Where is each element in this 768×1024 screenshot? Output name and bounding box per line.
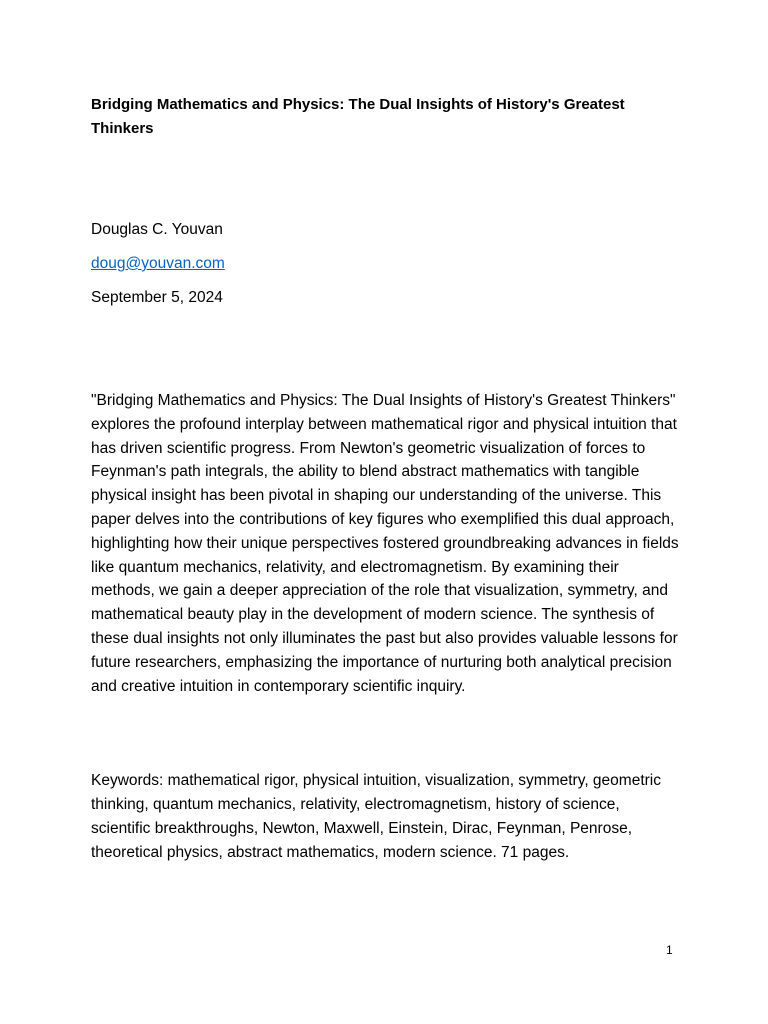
document-title: Bridging Mathematics and Physics: The Dual Insights of History's Greatest Thinkers: [91, 96, 625, 137]
author-name: Douglas C. Youvan: [91, 221, 223, 238]
author-email-link[interactable]: doug@youvan.com: [91, 255, 225, 272]
publication-date: September 5, 2024: [91, 289, 223, 306]
keywords-paragraph: Keywords: mathematical rigor, physical intuition, visualization, symmetry, geometric thinking, quantum mechanics, relativity, electromagnetism, history of science, scientific breakthroughs, Newton, Maxwell, Einstein, Dirac, Feynman, Penrose, theoretical physics, abstract mathematics, modern science. 71 pages.: [91, 772, 661, 861]
page-number: 1: [666, 943, 673, 957]
abstract-paragraph: "Bridging Mathematics and Physics: The Dual Insights of History's Greatest Thinkers" explores the profound interplay between mathematical rigor and physical intuition that has driven scientific progress. From Newton's geometric visualization of forces to Feynman's path integrals, the ability to blend abstract mathematics with tangible physical insight has been pivotal in shaping our understanding of the universe. This paper delves into the contributions of key figures who exemplified this dual approach, highlighting how their unique perspectives fostered groundbreaking advances in fields like quantum mechanics, relativity, and electromagnetism. By examining their methods, we gain a deeper appreciation of the role that visualization, symmetry, and mathematical beauty play in the development of modern science. The synthesis of these dual insights not only illuminates the past but also provides valuable lessons for future researchers, emphasizing the importance of nurturing both analytical precision and creative intuition in contemporary scientific inquiry.: [91, 392, 679, 695]
